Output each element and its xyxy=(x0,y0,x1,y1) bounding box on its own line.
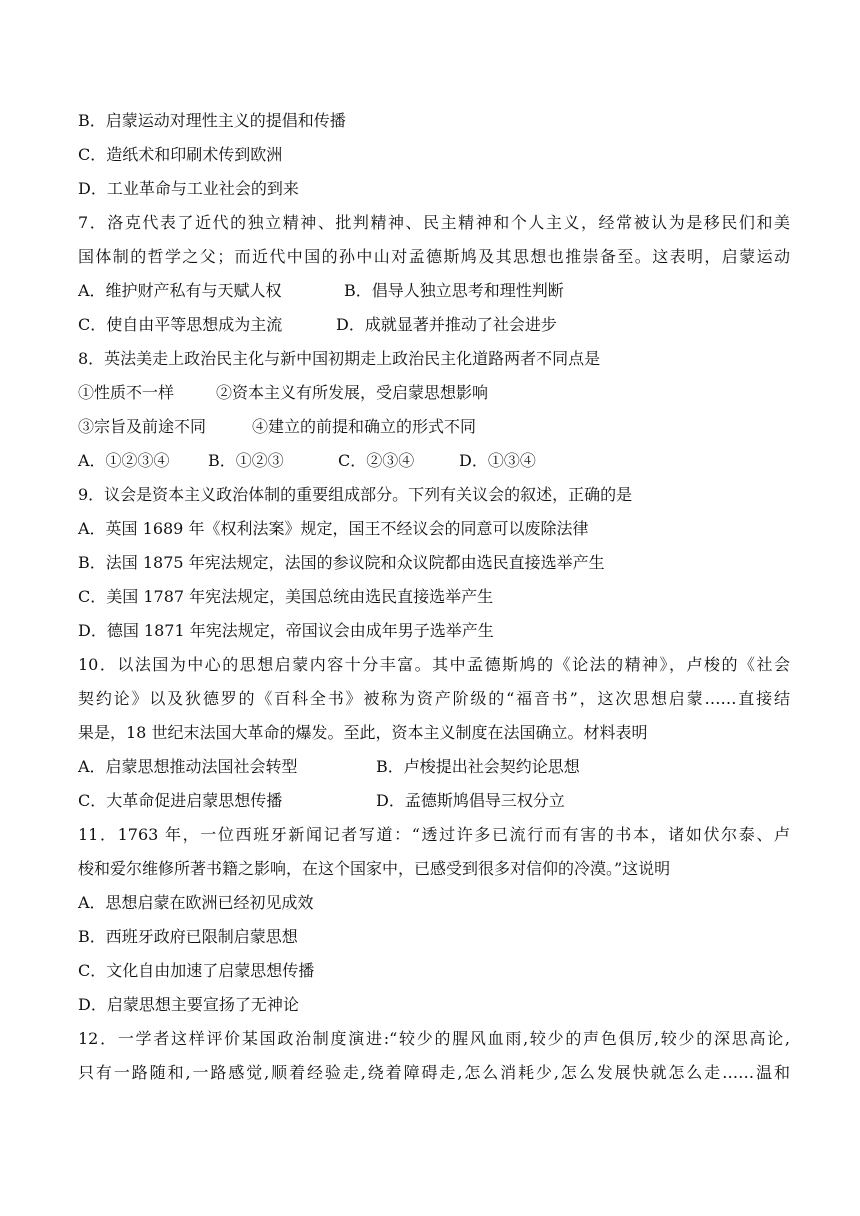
q7-stem-line-2: 国体制的哲学之父；而近代中国的孙中山对孟德斯鸠及其思想也推崇备至。这表明，启蒙运动 xyxy=(78,247,790,266)
q6-option-b: B．启蒙运动对理性主义的提倡和传播 xyxy=(78,111,346,130)
q11-option-b: B．西班牙政府已限制启蒙思想 xyxy=(78,927,298,946)
q8-item-3: ③宗旨及前途不同 xyxy=(78,417,207,436)
q7-options-row-2 xyxy=(78,315,790,335)
q10-option-d: D．孟德斯鸠倡导三权分立 xyxy=(376,791,565,810)
q7-options-row-1 xyxy=(78,281,790,301)
q7-option-b: B．倡导人独立思考和理性判断 xyxy=(344,281,564,300)
q8-options-row xyxy=(78,451,790,471)
q10-option-b: B．卢梭提出社会契约论思想 xyxy=(376,757,580,776)
q10-option-c: C．大革命促进启蒙思想传播 xyxy=(78,791,283,810)
q10-stem-line-3: 果是，18 世纪末法国大革命的爆发。至此，资本主义制度在法国确立。材料表明 xyxy=(78,723,648,742)
q9-option-c: C．美国 1787 年宪法规定，美国总统由选民直接选举产生 xyxy=(78,587,494,606)
q9-option-d: D．德国 1871 年宪法规定，帝国议会由成年男子选举产生 xyxy=(78,621,494,640)
q11-stem-line-2: 梭和爱尔维修所著书籍之影响，在这个国家中，已感受到很多对信仰的冷漠。”这说明 xyxy=(78,859,671,878)
q10-options-row-2 xyxy=(78,791,790,811)
q9-option-a: A．英国 1689 年《权利法案》规定，国王不经议会的同意可以废除法律 xyxy=(78,519,589,538)
q6-option-c: C．造纸术和印刷术传到欧洲 xyxy=(78,145,283,164)
q12-stem-line-2: 只有一路随和,一路感觉,顺着经验走,绕着障碍走,怎么消耗少,怎么发展快就怎么走……温和 xyxy=(78,1063,790,1082)
q7-option-d: D．成就显著并推动了社会进步 xyxy=(336,315,557,334)
q8-item-2: ②资本主义有所发展，受启蒙思想影响 xyxy=(216,383,489,402)
q7-option-a: A．维护财产私有与天赋人权 xyxy=(78,281,282,300)
q11-stem-line-1: 11．1763 年，一位西班牙新闻记者写道：“透过许多已流行而有害的书本，诸如伏尔泰、卢 xyxy=(78,825,790,844)
q8-option-a: A．①②③④ xyxy=(78,451,170,470)
q8-items-row-1 xyxy=(78,383,790,403)
q11-option-d: D．启蒙思想主要宣扬了无神论 xyxy=(78,995,299,1014)
q9-stem: 9．议会是资本主义政治体制的重要组成部分。下列有关议会的叙述，正确的是 xyxy=(78,485,633,504)
q8-item-4: ④建立的前提和确立的形式不同 xyxy=(252,417,477,436)
q10-stem-line-1: 10．以法国为中心的思想启蒙内容十分丰富。其中孟德斯鸠的《论法的精神》，卢梭的《社会 xyxy=(78,655,790,674)
q10-options-row-1 xyxy=(78,757,790,777)
q8-items-row-2 xyxy=(78,417,790,437)
q7-stem-line-1: 7．洛克代表了近代的独立精神、批判精神、民主精神和个人主义，经常被认为是移民们和美 xyxy=(78,213,790,232)
q12-stem-line-1: 12．一学者这样评价某国政治制度演进:“较少的腥风血雨,较少的声色俱厉,较少的深思高论, xyxy=(78,1029,790,1048)
q11-option-a: A．思想启蒙在欧洲已经初见成效 xyxy=(78,893,314,912)
q11-option-c: C．文化自由加速了启蒙思想传播 xyxy=(78,961,315,980)
q6-option-d: D．工业革命与工业社会的到来 xyxy=(78,179,299,198)
q8-option-d: D．①③④ xyxy=(459,451,536,470)
q8-stem: 8．英法美走上政治民主化与新中国初期走上政治民主化道路两者不同点是 xyxy=(78,349,601,368)
q10-stem-line-2: 契约论》以及狄德罗的《百科全书》被称为资产阶级的“福音书”，这次思想启蒙……直接结 xyxy=(78,689,790,708)
q8-item-1: ①性质不一样 xyxy=(78,383,175,402)
q7-option-c: C．使自由平等思想成为主流 xyxy=(78,315,283,334)
q8-option-b: B．①②③ xyxy=(208,451,284,470)
q9-option-b: B．法国 1875 年宪法规定，法国的参议院和众议院都由选民直接选举产生 xyxy=(78,553,605,572)
q8-option-c: C．②③④ xyxy=(338,451,415,470)
q10-option-a: A．启蒙思想推动法国社会转型 xyxy=(78,757,298,776)
